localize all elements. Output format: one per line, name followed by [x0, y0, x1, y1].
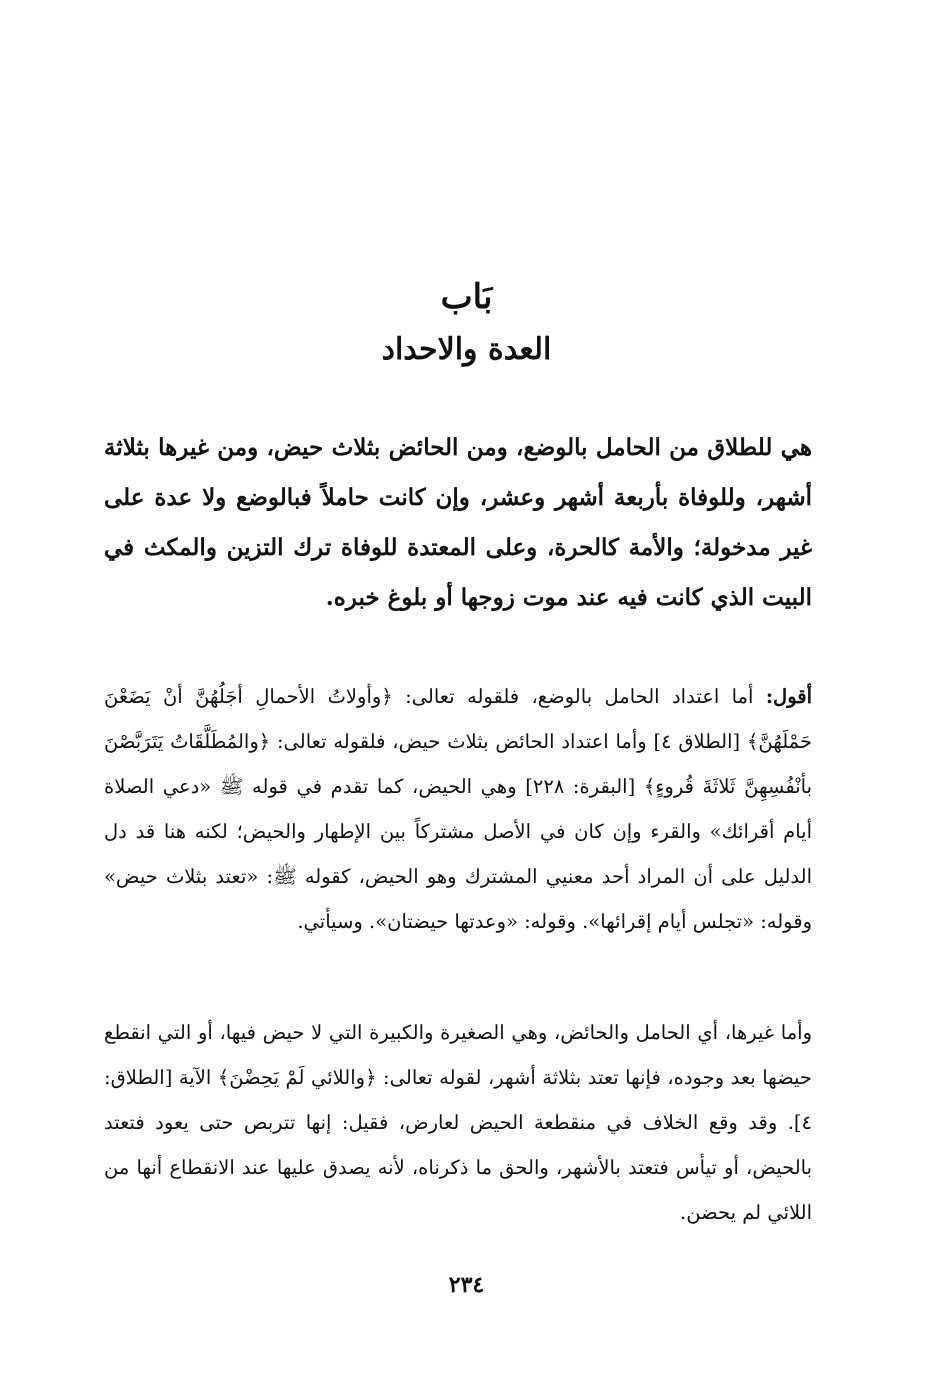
chapter-label: بَاب	[440, 277, 493, 317]
commentary-lead-word: أقول:	[765, 684, 813, 708]
commentary-paragraph-1-text: أما اعتداد الحامل بالوضع، فلقوله تعالى: ﴿وأولاتُ الأحمالِ أجَلُهُنَّ أنْ يَضَعْنَ حَمْلَهُنَّ﴾ [الطلاق ٤] وأما اعتداد الحائض بثلاث حيض، فلقوله تعالى: ﴿والمُطَلَّقَاتُ يَتَرَبَّصْنَ بأنْفُسِهِنَّ ثَلاثَةَ قُروءٍ﴾ [البقرة: ٢٢٨] وهي الحيض، كما تقدم في قوله ﷺ «دعي الصلاة أيام أقرائك» والقرء وإن كان في الأصل مشتركاً بين الإطهار والحيض؛ لكنه هنا قد دل الدليل على أن المراد أحد معنيي المشترك وهو الحيض، كقوله ﷺ: «تعتد بثلاث حيض» وقوله: «تجلس أيام إقرائها». وقوله: «وعدتها حيضتان». وسيأتي.	[104, 684, 813, 933]
chapter-title: العدة والاحداد	[381, 332, 552, 367]
commentary-paragraph-1	[104, 674, 812, 944]
main-text-paragraph: هي للطلاق من الحامل بالوضع، ومن الحائض بثلاث حيض، ومن غيرها بثلاثة أشهر، وللوفاة بأربعة أشهر وعشر، وإن كانت حاملاً فبالوضع ولا عدة على غير مدخولة؛ والأمة كالحرة، وعلى المعتدة للوفاة ترك التزين والمكث في البيت الذي كانت فيه عند موت زوجها أو بلوغ خبره.	[104, 434, 812, 611]
page-number: ٢٣٤	[448, 1272, 485, 1298]
commentary-paragraph-2: وأما غيرها، أي الحامل والحائض، وهي الصغيرة والكبيرة التي لا حيض فيها، أو التي انقطع حيضها بعد وجوده، فإنها تعتد بثلاثة أشهر، لقوله تعالى: ﴿واللائي لَمْ يَحِضْنَ﴾ الآية [الطلاق: ٤]. وقد وقع الخلاف في منقطعة الحيض لعارض، فقيل: إنها تتربص حتى يعود فتعتد بالحيض، أو تيأس فتعتد بالأشهر، والحق ما ذكرناه، لأنه يصدق عليها عند الانقطاع أنها من اللائي لم يحضن.	[104, 1020, 812, 1224]
